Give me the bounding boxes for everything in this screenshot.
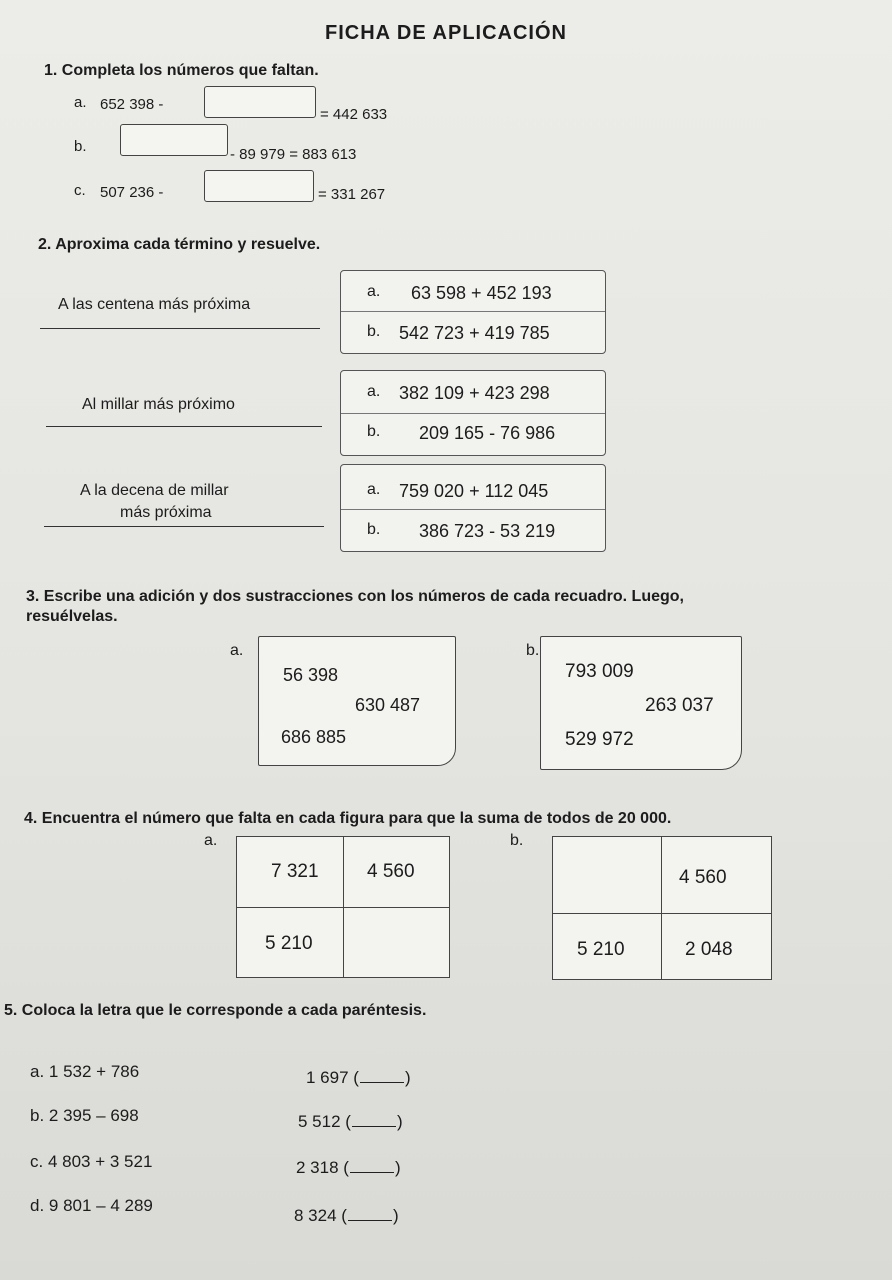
q2-group1-a-expr: 63 598 + 452 193 xyxy=(411,283,552,303)
q2-group3-a-expr: 759 020 + 112 045 xyxy=(399,481,549,501)
q5-item-d-blank[interactable] xyxy=(348,1206,392,1221)
q5-item-c-right xyxy=(296,1158,401,1178)
q2-group2-label: Al millar más próximo xyxy=(82,396,235,413)
q5-item-d-close: ) xyxy=(392,1206,399,1225)
q2-group2-line xyxy=(46,426,322,427)
q1c-right: = 331 267 xyxy=(318,186,386,203)
q4-a-grid xyxy=(236,836,450,978)
q2-group3-divider xyxy=(341,509,605,510)
q2-group2-b-expr: 209 165 - 76 986 xyxy=(419,423,556,443)
q2-group3-label-2: más próxima xyxy=(120,504,212,521)
q4-a-hline xyxy=(237,907,449,908)
q5-item-c: c. 4 803 + 3 521 xyxy=(30,1152,153,1171)
q2-group1-divider xyxy=(341,311,605,312)
q3-heading-2: resuélvelas. xyxy=(26,608,118,625)
q3-b-label: b. xyxy=(526,642,540,659)
q3-a-box xyxy=(258,636,456,766)
q2-group2-a-expr: 382 109 + 423 298 xyxy=(399,383,550,403)
q3-a-num-3: 686 885 xyxy=(281,727,347,747)
q1b-right: - 89 979 = 883 613 xyxy=(230,146,357,163)
q2-group3-a-label: a. xyxy=(367,481,381,498)
q4-b-grid xyxy=(552,836,772,980)
q5-item-a-blank[interactable] xyxy=(360,1068,404,1083)
q2-group2-box xyxy=(340,370,606,456)
q4-b-hline xyxy=(553,913,771,914)
q2-group3-line xyxy=(44,526,324,527)
q5-item-b-right xyxy=(298,1112,403,1132)
q4-b-label: b. xyxy=(510,832,524,849)
q5-item-d-right xyxy=(294,1206,399,1226)
q2-group2-b-label: b. xyxy=(367,423,381,440)
q1-heading: 1. Completa los números que faltan. xyxy=(44,62,319,79)
q2-group2-divider xyxy=(341,413,605,414)
q3-b-box xyxy=(540,636,742,770)
q2-group1-b-label: b. xyxy=(367,323,381,340)
q1c-left: 507 236 - xyxy=(100,184,164,201)
q5-item-c-number: 2 318 ( xyxy=(296,1158,349,1177)
worksheet-title: FICHA DE APLICACIÓN xyxy=(325,22,567,44)
q1b-label: b. xyxy=(74,138,87,155)
q2-group2-a-label: a. xyxy=(367,383,381,400)
q1a-left: 652 398 - xyxy=(100,96,164,113)
q2-group3-label-1: A la decena de millar xyxy=(80,482,229,499)
q5-item-a: a. 1 532 + 786 xyxy=(30,1062,140,1081)
q5-item-d-number: 8 324 ( xyxy=(294,1206,347,1225)
q4-a-cell-3: 5 210 xyxy=(265,933,313,954)
q4-b-cell-3: 5 210 xyxy=(577,939,625,960)
q3-heading-1: 3. Escribe una adición y dos sustracciones con los números de cada recuadro. Luego, xyxy=(26,588,684,605)
q2-group1-line xyxy=(40,328,320,329)
q2-heading: 2. Aproxima cada término y resuelve. xyxy=(38,236,321,253)
q3-a-label: a. xyxy=(230,642,244,659)
q2-group3-box xyxy=(340,464,606,552)
q3-b-num-1: 793 009 xyxy=(565,661,634,682)
q4-b-cell-4: 2 048 xyxy=(685,939,733,960)
q5-item-c-blank[interactable] xyxy=(350,1158,394,1173)
q5-heading: 5. Coloca la letra que le corresponde a cada paréntesis. xyxy=(4,1002,427,1019)
q4-b-cell-2: 4 560 xyxy=(679,867,727,888)
q4-a-label: a. xyxy=(204,832,218,849)
q5-item-b-close: ) xyxy=(396,1112,403,1131)
q5-item-a-right xyxy=(306,1068,411,1088)
q5-item-a-number: 1 697 ( xyxy=(306,1068,359,1087)
q2-group1-label: A las centena más próxima xyxy=(58,296,251,313)
q2-group1-box xyxy=(340,270,606,354)
q4-a-cell-1: 7 321 xyxy=(271,861,319,882)
q3-a-num-2: 630 487 xyxy=(355,695,421,715)
q4-heading: 4. Encuentra el número que falta en cada figura para que la suma de todos de 20 000. xyxy=(24,810,672,827)
q1a-label: a. xyxy=(74,94,87,111)
q1a-right: = 442 633 xyxy=(320,106,388,123)
q2-group1-b-expr: 542 723 + 419 785 xyxy=(399,323,550,343)
q3-b-num-2: 263 037 xyxy=(645,695,714,716)
q4-b-vline xyxy=(661,837,662,979)
q5-item-b-number: 5 512 ( xyxy=(298,1112,351,1131)
q3-b-num-3: 529 972 xyxy=(565,729,634,750)
q4-a-cell-2: 4 560 xyxy=(367,861,415,882)
q1b-answer-box[interactable] xyxy=(120,124,228,156)
q5-item-c-close: ) xyxy=(394,1158,401,1177)
q2-group3-b-expr: 386 723 - 53 219 xyxy=(419,521,556,541)
q5-item-d: d. 9 801 – 4 289 xyxy=(30,1196,153,1215)
q3-a-num-1: 56 398 xyxy=(283,665,339,685)
q5-item-b-blank[interactable] xyxy=(352,1112,396,1127)
q5-item-b: b. 2 395 – 698 xyxy=(30,1106,139,1125)
q2-group1-a-label: a. xyxy=(367,283,381,300)
q1c-answer-box[interactable] xyxy=(204,170,314,202)
q2-group3-b-label: b. xyxy=(367,521,381,538)
q1a-answer-box[interactable] xyxy=(204,86,316,118)
q1c-label: c. xyxy=(74,182,86,199)
q5-item-a-close: ) xyxy=(404,1068,411,1087)
